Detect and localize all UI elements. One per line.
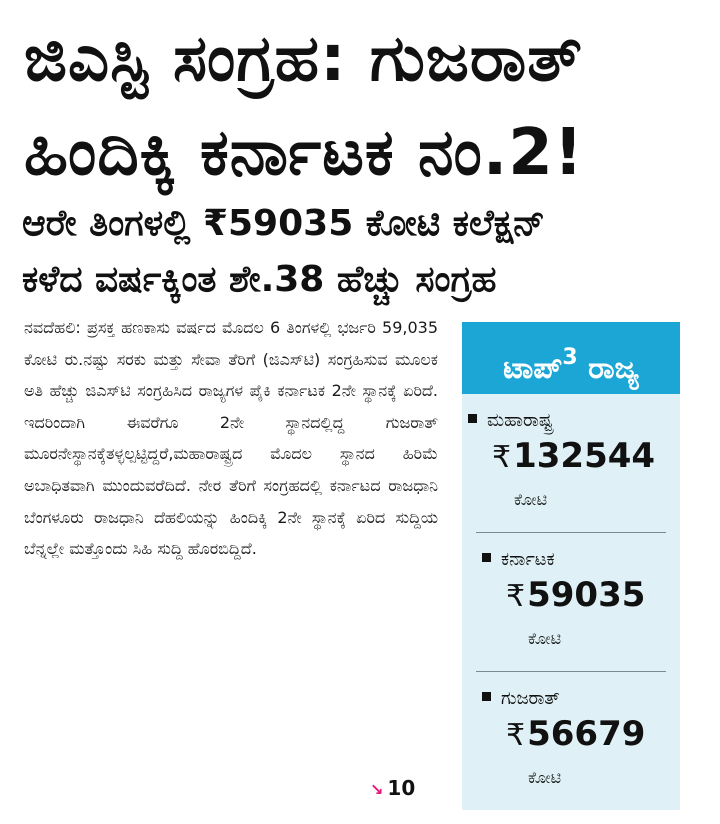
state-amount: 56679 [527, 714, 646, 754]
amount-unit: ಕೋಟಿ [528, 629, 562, 648]
headline-line-1: ಜಿಎಸ್ಟಿ ಸಂಗ್ರಹ: ಗುಜರಾತ್ [24, 22, 583, 96]
headline [24, 12, 704, 200]
subheadline-line-1: ಆರೇ ತಿಂಗಳಲ್ಲಿ ₹59035 ಕೋಟಿ ಕಲೆಕ್ಷನ್ [22, 203, 545, 244]
amount-unit: ಕೋಟಿ [514, 490, 548, 509]
state-amount: 132544 [513, 436, 656, 476]
state-entry [476, 671, 666, 810]
subheadline [22, 196, 712, 308]
rupee-symbol: ₹ [506, 718, 526, 753]
sidebar-title [462, 322, 680, 394]
continue-arrow-icon: ↘ [370, 780, 384, 799]
state-amount: 59035 [527, 575, 646, 615]
rupee-symbol: ₹ [492, 440, 512, 475]
subheadline-line-2: ಕಳೆದ ವರ್ಷಕ್ಕಿಂತ ಶೇ.38 ಹೆಚ್ಚು ಸಂಗ್ರಹ [22, 259, 497, 300]
state-name: ಗುಜರಾತ್ [501, 688, 560, 709]
sidebar-title-prefix: ಟಾಪ್ [503, 351, 563, 386]
rupee-symbol: ₹ [506, 579, 526, 614]
continued-on-page [370, 776, 415, 800]
article-body: ನವದೆಹಲಿ: ಪ್ರಸಕ್ತ ಹಣಕಾಸು ವರ್ಷದ ಮೊದಲ 6 ತಿಂಗಳಲ್ಲಿ ಭರ್ಜರಿ 59,035 ಕೋಟಿ ರು.ನಷ್ಟು ಸರಕು ಮತ್ತು ಸೇವಾ ತೆರಿಗೆ (ಜಿಎಸ್‌ಟಿ) ಸಂಗ್ರಹಿಸುವ ಮೂಲಕ ಅತಿ ಹೆಚ್ಚು ಜಿಎಸ್‌ಟಿ ಸಂಗ್ರಹಿಸಿದ ರಾಜ್ಯಗಳ ಪೈಕಿ ಕರ್ನಾಟಕ 2ನೇ ಸ್ಥಾನಕ್ಕೆ ಏರಿದೆ. ಇದರಿಂದಾಗಿ ಈವರೆಗೂ 2ನೇ ಸ್ಥಾನದಲ್ಲಿದ್ದ ಗುಜರಾತ್ ಮೂರನೇಸ್ಥಾನಕ್ಕೆತಳ್ಳಲ್ಪಟ್ಟಿದ್ದರೆ,ಮಹಾರಾಷ್ಟ್ರದ ಮೊದಲ ಸ್ಥಾನದ ಹಿರಿಮೆ ಅಬಾಧಿತವಾಗಿ ಮುಂದುವರೆದಿದೆ. ನೇರ ತೆರಿಗೆ ಸಂಗ್ರಹದಲ್ಲಿ ಕರ್ನಾಟದ ರಾಜಧಾನಿ ಬೆಂಗಳೂರು ರಾಜಧಾನಿ ದೆಹಲಿಯನ್ನು ಹಿಂದಿಕ್ಕಿ 2ನೇ ಸ್ಥಾನಕ್ಕೆ ಏರಿದ ಸುದ್ದಿಯ ಬೆನ್ನಲ್ಲೇ ಮತ್ತೊಂದು ಸಿಹಿ ಸುದ್ದಿ ಹೊರಬಿದ್ದಿದೆ. [24, 318, 438, 559]
sidebar-title-number: 3 [562, 345, 578, 370]
sidebar-title-suffix: ರಾಜ್ಯ [588, 351, 639, 386]
headline-line-2: ಹಿಂದಿಕ್ಕಿ ಕರ್ನಾಟಕ ನಂ.2! [24, 116, 584, 190]
state-name: ಕರ್ನಾಟಕ [501, 549, 555, 570]
state-name: ಮಹಾರಾಷ್ಟ್ರ [487, 410, 553, 431]
state-entry [462, 394, 680, 532]
bullet-square-icon [482, 692, 491, 701]
continued-page-number: 10 [387, 776, 416, 800]
bullet-square-icon [468, 414, 477, 423]
top-states-sidebar [462, 322, 680, 810]
state-entry [476, 532, 666, 671]
bullet-square-icon [482, 553, 491, 562]
amount-unit: ಕೋಟಿ [528, 768, 562, 787]
